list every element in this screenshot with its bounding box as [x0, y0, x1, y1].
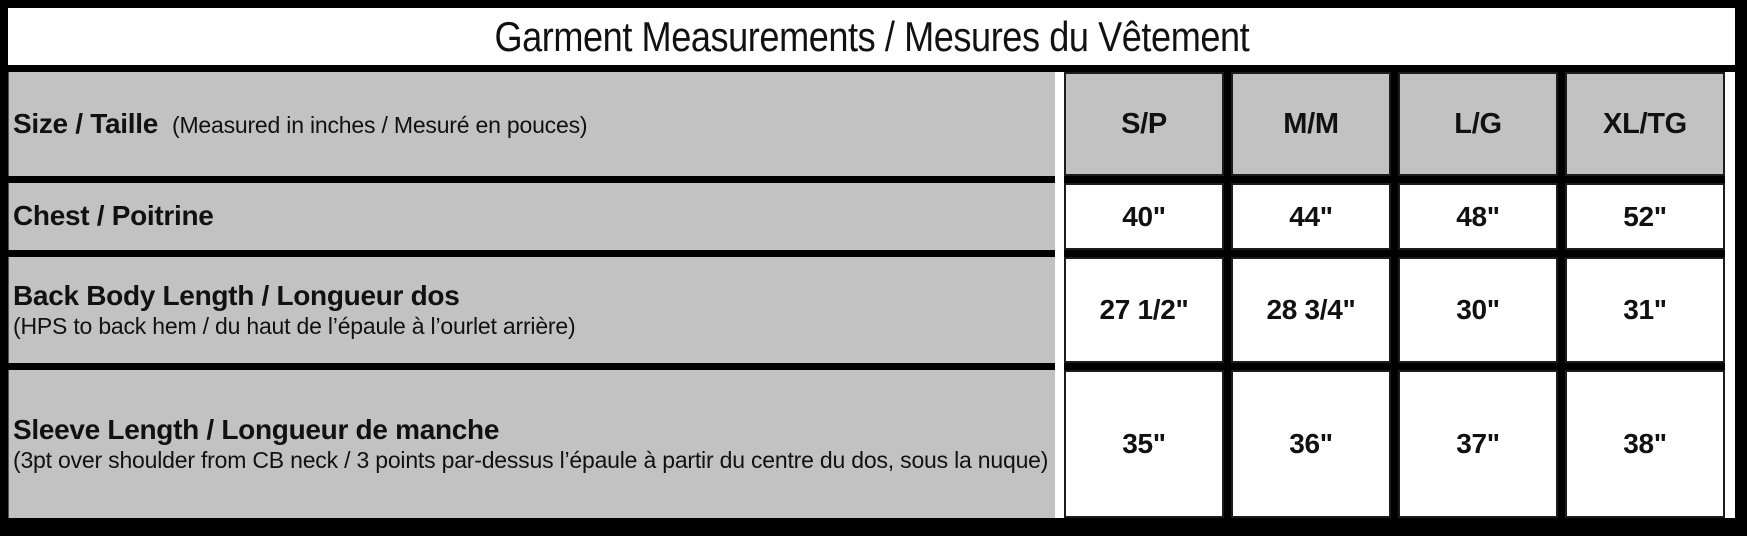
row-divider	[8, 176, 1055, 183]
size-chart-frame	[8, 8, 1735, 518]
value-cell: 30"	[1398, 257, 1558, 363]
size-col-xltg: XL/TG	[1565, 72, 1725, 176]
chest-values-row	[1064, 183, 1725, 250]
row-label-text: Sleeve Length / Longueur de manche	[13, 413, 500, 445]
chart-title: Garment Measurements / Mesures du Vêtement	[494, 12, 1249, 60]
sleeve-values-row	[1064, 370, 1725, 518]
col-divider	[1558, 370, 1565, 518]
value-cell: 27 1/2"	[1064, 257, 1224, 363]
value-cell: 44"	[1231, 183, 1391, 250]
row-divider	[1064, 250, 1725, 257]
col-divider	[1224, 257, 1231, 363]
value-cell: 35"	[1064, 370, 1224, 518]
size-col-mm: M/M	[1231, 72, 1391, 176]
value-cell: 28 3/4"	[1231, 257, 1391, 363]
col-divider	[1558, 257, 1565, 363]
value-cell: 40"	[1064, 183, 1224, 250]
col-divider	[1391, 370, 1398, 518]
row-label-sleeve-length	[8, 370, 1055, 518]
value-cell: 52"	[1565, 183, 1725, 250]
row-divider	[8, 363, 1055, 370]
row-label-note: (HPS to back hem / du haut de l’épaule à l’ourlet arrière)	[13, 312, 576, 339]
col-divider	[1391, 72, 1398, 176]
col-divider	[1558, 72, 1565, 176]
back-body-values-row	[1064, 257, 1725, 363]
values-block	[1064, 72, 1725, 518]
col-divider	[1224, 370, 1231, 518]
col-divider	[1224, 183, 1231, 250]
size-header-row	[1064, 72, 1725, 176]
row-divider	[1064, 176, 1725, 183]
value-cell: 36"	[1231, 370, 1391, 518]
title-divider	[8, 65, 1735, 72]
row-divider	[1064, 363, 1725, 370]
header-label-line	[13, 108, 1049, 140]
row-label-text: Chest / Poitrine	[13, 200, 214, 232]
header-label-cell	[8, 72, 1055, 176]
value-cell: 31"	[1565, 257, 1725, 363]
chart-title-bar	[8, 8, 1735, 65]
col-divider	[1391, 183, 1398, 250]
measurements-table	[8, 72, 1735, 518]
col-divider	[1558, 183, 1565, 250]
column-gap-left	[1055, 72, 1064, 518]
size-col-sp: S/P	[1064, 72, 1224, 176]
size-col-lg: L/G	[1398, 72, 1558, 176]
col-divider	[1391, 257, 1398, 363]
row-label-back-body-length	[8, 257, 1055, 363]
col-divider	[1224, 72, 1231, 176]
row-label-chest	[8, 183, 1055, 250]
row-divider	[8, 250, 1055, 257]
size-label: Size / Taille	[13, 107, 158, 139]
column-gap-right	[1725, 72, 1735, 518]
value-cell: 37"	[1398, 370, 1558, 518]
value-cell: 48"	[1398, 183, 1558, 250]
value-cell: 38"	[1565, 370, 1725, 518]
size-label-note: (Measured in inches / Mesuré en pouces)	[171, 111, 588, 138]
row-label-note: (3pt over shoulder from CB neck / 3 points par-dessus l’épaule à partir du centre du dos, sous la nuque)	[13, 446, 1049, 473]
label-column	[8, 72, 1055, 518]
row-label-text: Back Body Length / Longueur dos	[13, 279, 460, 311]
